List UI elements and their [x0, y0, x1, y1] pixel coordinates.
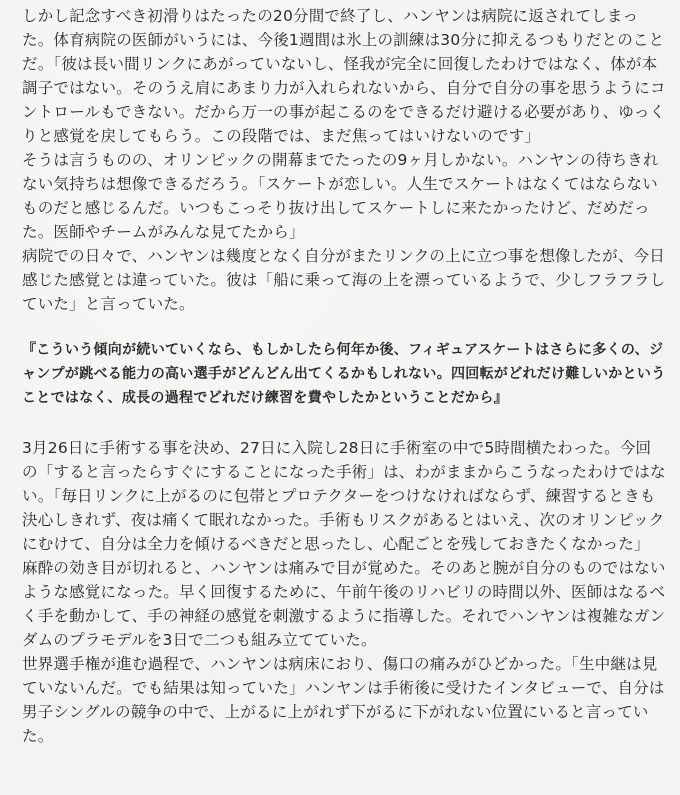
paragraph-world-championships: 世界選手権が進む過程で、ハンヤンは病床におり、傷口の痛みがひどかった。「生中継は見ていないんだ。でも結果は知っていた」ハンヤンは手術後に受けたインタビューで、自分は男子シングルの競争の中で、上がるに上がれず下がるに下がれない位置にいると言っていた。: [22, 655, 665, 745]
pull-quote: 『こういう傾向が続いていくなら、もしかしたら何年か後、フィギュアスケートはさらに多くの、ジャンプが跳べる能力の高い選手がどんどん出てくるかもしれない。四回転がどれだけ難しいかということではなく、成長の過程でどれだけ練習を費やしたかということだから』: [22, 342, 666, 406]
paragraph-first-skate: しかし記念すべき初滑りはたったの20分間で終了し、ハンヤンは病院に返されてしまった。体育病院の医師がいうには、今後1週間は氷上の訓練は30分に抑えるつもりだとのことだ。「彼は長い間リンクにあがっていないし、怪我が完全に回復したわけではなく、体が本調子ではない。そのうえ肩にあまり力が入れられないから、自分で自分の事を思うようにコントロールもできない。だから万一の事が起こるのをできるだけ避ける必要があり、ゆっくりと感覚を戻してもらう。この段階では、まだ焦ってはいけないのです」: [22, 7, 666, 145]
paragraph-recovery: 麻酔の効き目が切れると、ハンヤンは痛みで目が覚めた。そのあと腕が自分のものではないような感覚になった。早く回復するために、午前午後のリハビリの時間以外、医師はなるべく手を動かして、手の神経の感覚を刺激するように指導した。それでハンヤンは複雑なガンダムのプラモデルを3日で二つも組み立てていた。: [22, 559, 666, 649]
paragraph-olympics-wait: そうは言うものの、オリンピックの開幕までたったの9ヶ月しかない。ハンヤンの待ちきれない気持ちは想像できるだろう。「スケートが恋しい。人生でスケートはなくてはならないものだと感じるんだ。いつもこっそり抜け出してスケートしに来たかったけど、だめだった。医師やチームがみんな見てたから」: [22, 151, 659, 241]
paragraph-surgery-decision: 3月26日に手術する事を決め、27日に入院し28日に手術室の中で5時間横たわった。今回の「すると言ったらすぐにすることになった手術」は、わがままからこうなったわけではない。「毎日リンクに上がるのに包帯とプロテクターをつけなければならず、練習するときも決心しきれず、夜は痛くて眠れなかった。手術もリスクがあるとはいえ、次のオリンピックにむけて、自分は全力を傾けるべきだと思ったし、心配ごとを残しておきたくなかった」: [22, 439, 666, 553]
paragraph-hospital-days: 病院での日々で、ハンヤンは幾度となく自分がまたリンクの上に立つ事を想像したが、今日感じた感覚とは違っていた。彼は「船に乗って海の上を漂っているようで、少しフラフラしていた」と言っていた。: [22, 247, 666, 313]
